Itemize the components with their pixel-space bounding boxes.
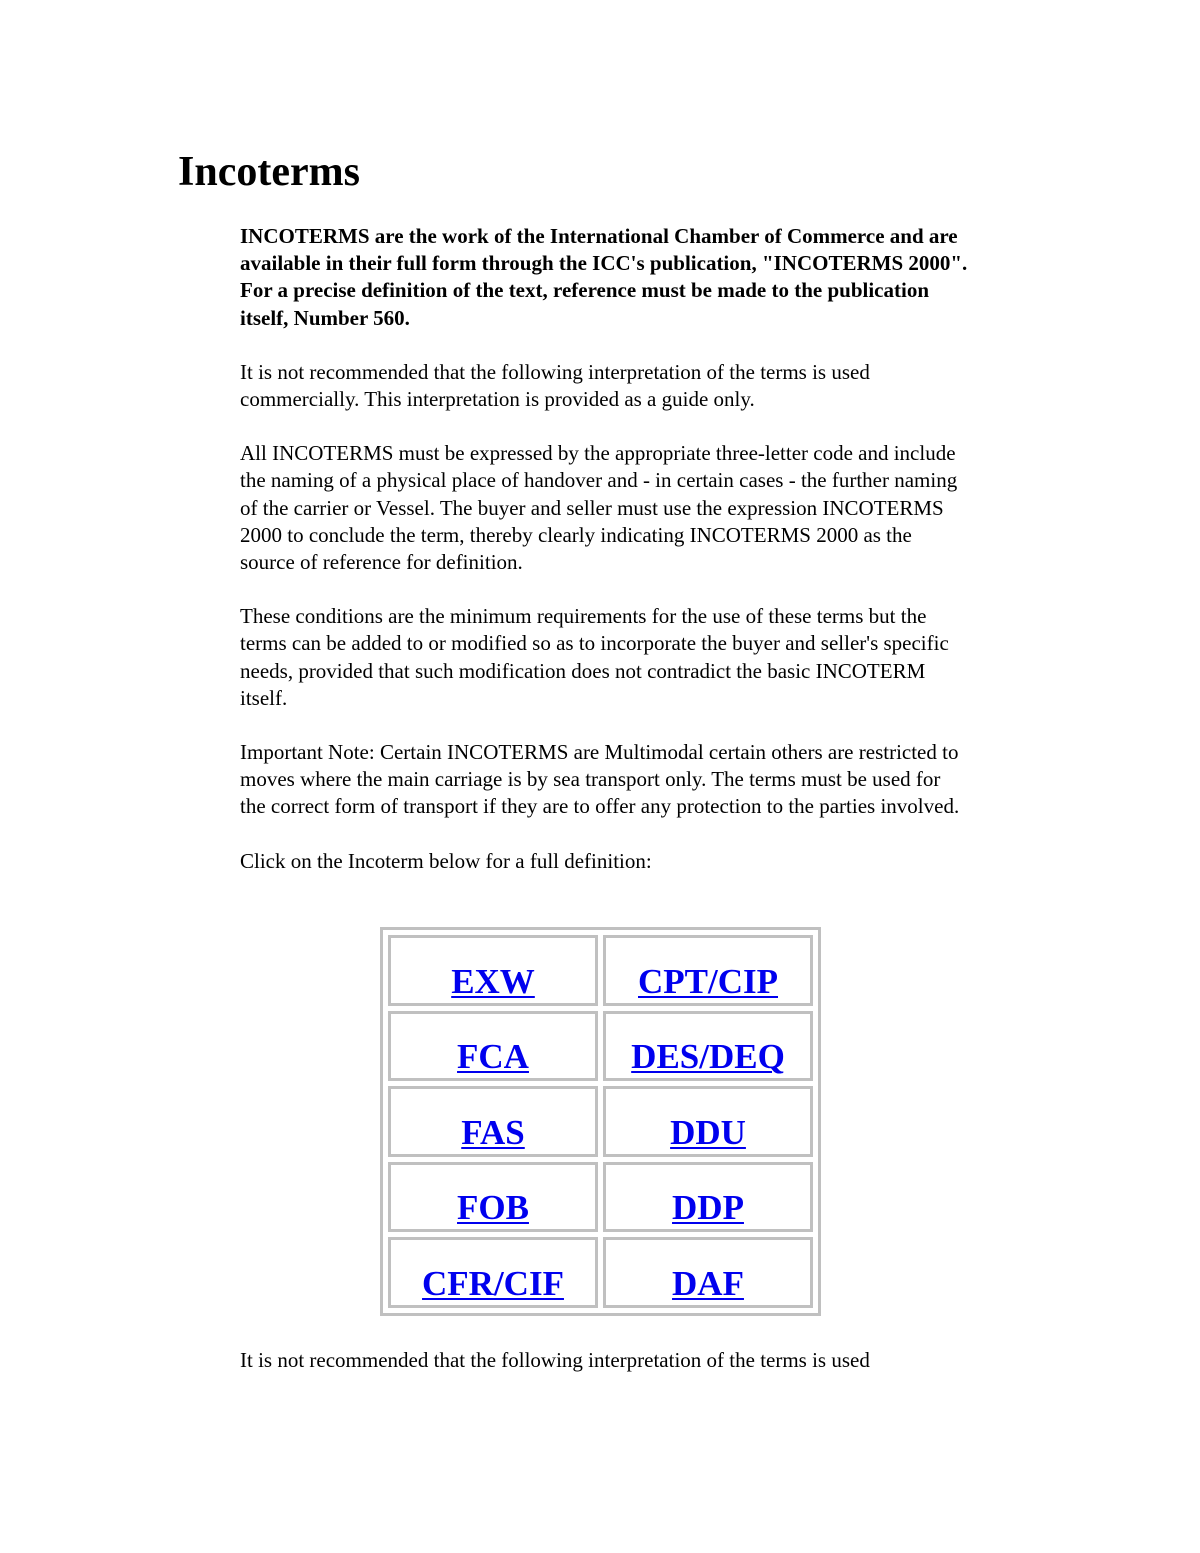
- incoterm-link-fca[interactable]: FCA: [457, 1037, 529, 1077]
- important-note-paragraph: Important Note: Certain INCOTERMS are Multimodal certain others are restricted to moves where the main carriage is by sea transport only. The terms must be used for the correct form of transport if they are to offer any protection to the parties involved.: [240, 740, 960, 819]
- incoterm-link-fob[interactable]: FOB: [457, 1188, 529, 1228]
- page-title: Incoterms: [178, 149, 360, 195]
- table-cell: [388, 1011, 598, 1082]
- incoterm-link-ddp[interactable]: DDP: [672, 1188, 744, 1228]
- table-cell: [603, 1162, 813, 1233]
- table-cell: [388, 1237, 598, 1308]
- table-cell: [603, 1086, 813, 1157]
- conditions-paragraph: These conditions are the minimum requirements for the use of these terms but the terms can be added to or modified so as to incorporate the buyer and seller's specific needs, provided that such modification does not contradict the basic INCOTERM itself.: [240, 604, 949, 710]
- expression-paragraph: All INCOTERMS must be expressed by the appropriate three-letter code and include the naming of a physical place of handover and - in certain cases - the further naming of the carrier or Vessel. The buyer and seller must use the expression INCOTERMS 2000 to conclude the term, thereby clearly indicating INCOTERMS 2000 as the source of reference for definition.: [240, 441, 958, 575]
- table-cell: [603, 935, 813, 1006]
- table-cell: [388, 1086, 598, 1157]
- table-cell: [388, 935, 598, 1006]
- trailing-paragraph: It is not recommended that the following interpretation of the terms is used: [240, 1348, 870, 1372]
- intro-paragraph: INCOTERMS are the work of the International Chamber of Commerce and are available in their full form through the ICC's publication, "INCOTERMS 2000". For a precise definition of the text, reference must be made to the publication itself, Number 560.: [240, 224, 968, 330]
- incoterm-link-cpt-cip[interactable]: CPT/CIP: [638, 961, 778, 1001]
- table-row: [388, 1011, 813, 1082]
- incoterms-table: [380, 927, 821, 1316]
- disclaimer-paragraph: It is not recommended that the following interpretation of the terms is used commercially. This interpretation is provided as a guide only.: [240, 359, 870, 412]
- table-row: [388, 1237, 813, 1308]
- incoterm-link-cfr-cif[interactable]: CFR/CIF: [422, 1264, 564, 1303]
- document-body: [240, 223, 970, 902]
- table-cell: [388, 1162, 598, 1233]
- incoterm-link-des-deq[interactable]: DES/DEQ: [631, 1037, 785, 1077]
- table-cell: [603, 1011, 813, 1082]
- table-cell: [603, 1237, 813, 1308]
- table-row: [388, 1162, 813, 1233]
- click-prompt: Click on the Incoterm below for a full definition:: [240, 848, 652, 873]
- incoterm-link-exw[interactable]: EXW: [451, 961, 535, 1001]
- incoterm-link-daf[interactable]: DAF: [672, 1264, 744, 1303]
- incoterm-link-ddu[interactable]: DDU: [670, 1112, 746, 1152]
- table-row: [388, 935, 813, 1006]
- table-row: [388, 1086, 813, 1157]
- incoterm-link-fas[interactable]: FAS: [461, 1112, 525, 1152]
